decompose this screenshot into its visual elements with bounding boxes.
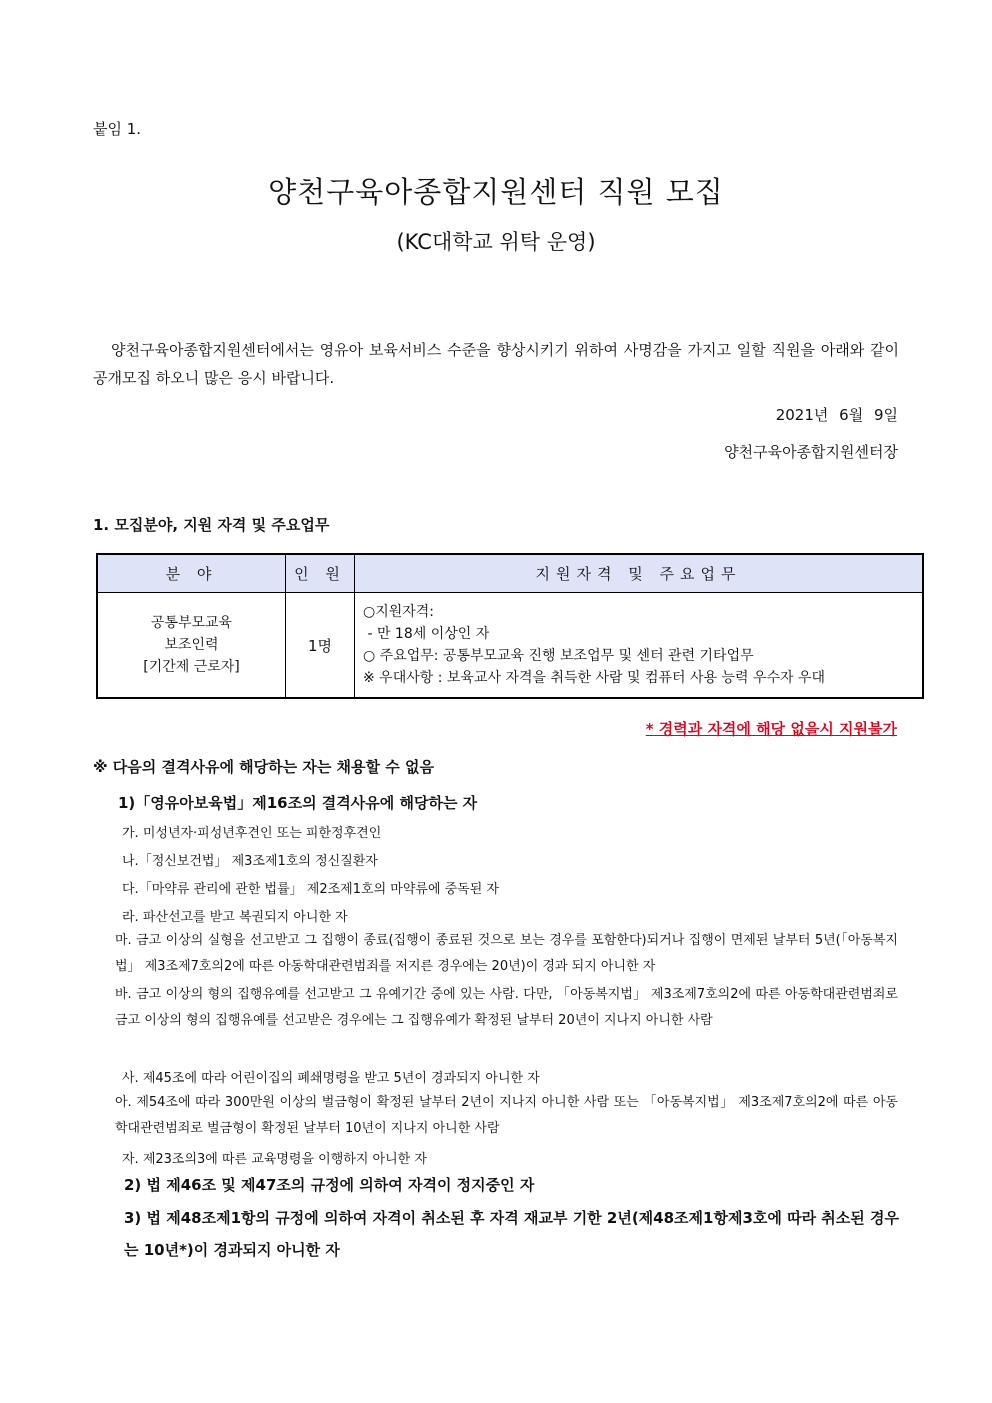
recruitment-table	[96, 553, 924, 699]
warning-note: * 경력과 자격에 해당 없을시 지원불가	[645, 720, 897, 738]
subsection-3-title: 3) 법 제48조제1항의 규정에 의하여 자격이 취소된 후 자격 재교부 기한 2년(제48조제1항제3호에 따라 취소된 경우는 10년*)이 경과되지 아니한 자	[124, 1209, 899, 1259]
attachment-label: 붙임 1.	[93, 120, 142, 138]
table-row	[97, 593, 923, 699]
header-field: 분 야	[97, 554, 286, 593]
subsection-2-title: 2) 법 제46조 및 제47조의 규정에 의하여 자격이 정지중인 자	[124, 1176, 535, 1194]
list-item: 마. 금고 이상의 실형을 선고받고 그 집행이 종료(집행이 종료된 것으로 보는 경우를 포함한다)되거나 집행이 면제된 날부터 5년(「아동복지법」 제3조제7호의2에 따른 아동학대관련범죄를 저지른 경우에는 20년)이 경과 되지 아니한 자	[115, 933, 898, 974]
signer: 양천구육아종합지원센터장	[724, 443, 898, 461]
section-1-title: 1. 모집분야, 지원 자격 및 주요업무	[93, 516, 330, 534]
cell-count: 1명	[286, 593, 355, 699]
list-item: 나.「정신보건법」 제3조제1호의 정신질환자	[122, 854, 378, 869]
exclusion-title: ※ 다음의 결격사유에 해당하는 자는 채용할 수 없음	[93, 758, 434, 776]
desc-line: ※ 우대사항 : 보육교사 자격을 취득한 사람 및 컴퓨터 사용 능력 우수자 우대	[363, 670, 826, 686]
subsection-1-title: 1)「영유아보육법」제16조의 결격사유에 해당하는 자	[118, 794, 478, 812]
header-qualification: 지원자격 및 주요업무	[355, 554, 924, 593]
field-line: [기간제 근로자]	[143, 659, 240, 675]
field-line: 보조인력	[164, 637, 219, 653]
table-header-row	[97, 554, 923, 593]
page-subtitle: (KC대학교 위탁 운영)	[396, 230, 596, 254]
announcement-date: 2021년 6월 9일	[775, 406, 898, 424]
list-item: 사. 제45조에 따라 어린이집의 폐쇄명령을 받고 5년이 경과되지 아니한 자	[122, 1071, 540, 1086]
header-count: 인 원	[286, 554, 355, 593]
cell-field	[97, 593, 286, 699]
desc-line: ○지원자격:	[363, 604, 435, 620]
list-item: 다.「마약류 관리에 관한 법률」 제2조제1호의 마약류에 중독된 자	[122, 882, 499, 897]
page-title: 양천구육아종합지원센터 직원 모집	[268, 175, 724, 209]
list-item: 라. 파산선고를 받고 복권되지 아니한 자	[122, 910, 348, 925]
intro-paragraph: 양천구육아종합지원센터에서는 영유아 보육서비스 수준을 향상시키기 위하여 사명감을 가지고 일할 직원을 아래와 같이 공개모집 하오니 많은 응시 바랍니다.	[93, 341, 899, 387]
cell-description	[355, 593, 924, 699]
list-item: 가. 미성년자·피성년후견인 또는 피한정후견인	[122, 826, 382, 841]
desc-line: ○ 주요업무: 공통부모교육 진행 보조업무 및 센터 관련 기타업무	[363, 648, 754, 664]
list-item: 아. 제54조에 따라 300만원 이상의 벌금형이 확정된 날부터 2년이 지나지 아니한 사람 또는 「아동복지법」 제3조제7호의2에 따른 아동학대관련범죄로 벌금형이 확정된 날부터 10년이 지나지 아니한 사람	[115, 1095, 898, 1136]
list-item: 바. 금고 이상의 형의 집행유예를 선고받고 그 유예기간 중에 있는 사람. 다만, 「아동복지법」 제3조제7호의2에 따른 아동학대관련범죄로 금고 이상의 형의 집행유예를 선고받은 경우에는 그 집행유예가 확정된 날부터 20년이 지나지 아니한 사람	[115, 987, 898, 1028]
field-line: 공통부모교육	[150, 615, 233, 631]
list-item: 자. 제23조의3에 따른 교육명령을 이행하지 아니한 자	[122, 1152, 427, 1167]
desc-line: - 만 18세 이상인 자	[363, 626, 490, 642]
